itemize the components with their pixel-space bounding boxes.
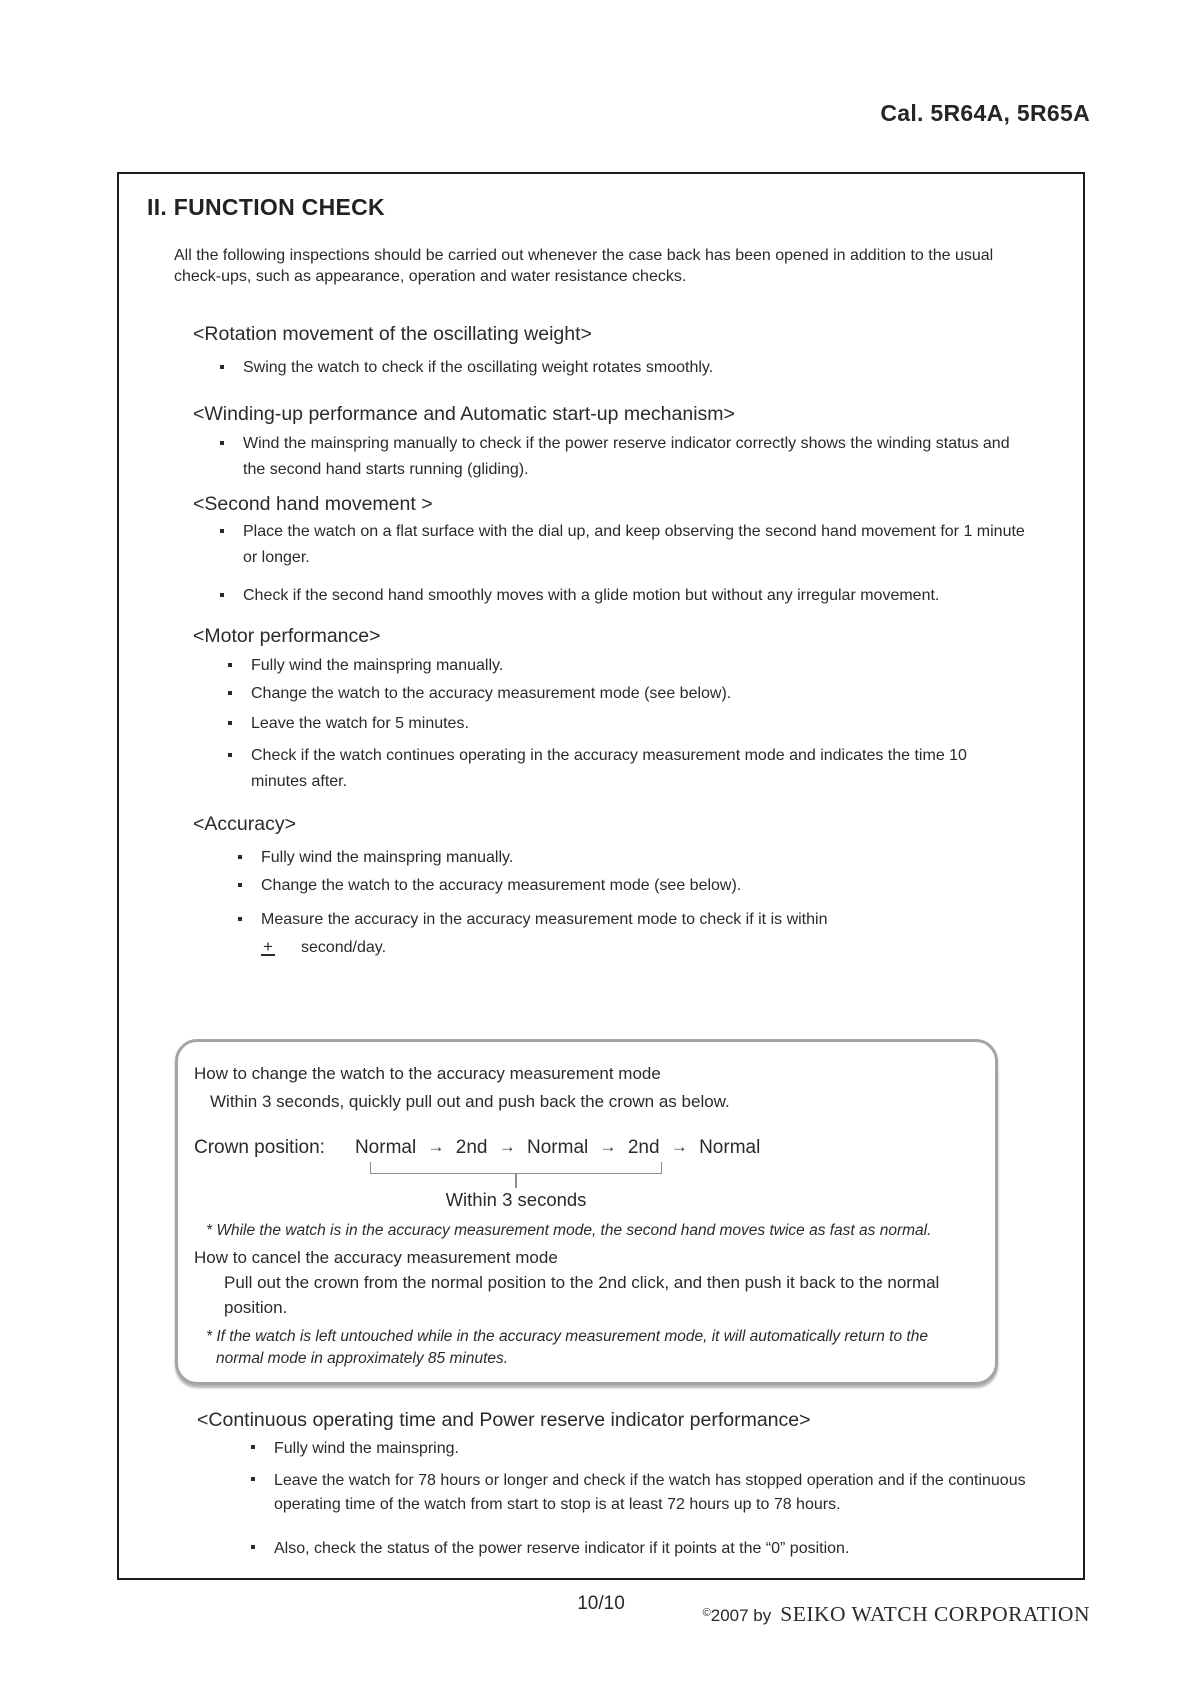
- note-auto-return: * If the watch is left untouched while in the accuracy measurement mode, it will automatically return to the normal mode in approximately 85 minutes.: [206, 1328, 928, 1367]
- bullet-text: Fully wind the mainspring manually.: [251, 657, 504, 674]
- page-frame: [117, 172, 1085, 1580]
- crown-position-row: [194, 1134, 977, 1160]
- bullet-square-icon: [238, 855, 242, 859]
- crown-sequence: [355, 1134, 766, 1160]
- right-arrow-icon: →: [427, 1137, 445, 1156]
- bullet-square-icon: [220, 441, 224, 445]
- bullet-text: Also, check the status of the power reserve indicator if it points at the “0” position.: [274, 1540, 850, 1557]
- bullet-square-icon: [251, 1545, 255, 1549]
- bullet-text: Wind the mainspring manually to check if the power reserve indicator correctly shows the winding status and the second hand starts running (gliding).: [243, 435, 1010, 478]
- crown-step: Normal: [354, 1137, 417, 1158]
- how-to-change-subtitle: Within 3 seconds, quickly pull out and push back the crown as below.: [210, 1092, 730, 1111]
- bullet-square-icon: [220, 593, 224, 597]
- copyright-icon: ©: [702, 1607, 711, 1619]
- how-to-change-title: How to change the watch to the accuracy measurement mode: [194, 1064, 661, 1083]
- section-heading-winding: <Winding-up performance and Automatic start-up mechanism>: [193, 403, 735, 425]
- bullet-item: [228, 711, 1083, 737]
- copyright-notice: [703, 1602, 1090, 1627]
- intro-paragraph: All the following inspections should be carried out whenever the case back has been opened in addition to the usual check-ups, such as appearance, operation and water resistance checks.: [174, 247, 994, 285]
- crown-step: Normal: [699, 1137, 761, 1158]
- bullet-square-icon: [238, 917, 242, 921]
- bullet-square-icon: [220, 365, 224, 369]
- copyright-year: ©2007 by: [702, 1606, 772, 1625]
- bracket-label: Within 3 seconds: [445, 1189, 587, 1210]
- bullet-item: [220, 431, 1083, 483]
- section-heading-continuous: <Continuous operating time and Power reserve indicator performance>: [197, 1409, 811, 1431]
- bullet-text: Change the watch to the accuracy measurement mode (see below).: [251, 685, 732, 702]
- bullet-text: Fully wind the mainspring.: [274, 1440, 459, 1457]
- footer-page-number: 10/10: [577, 1593, 625, 1614]
- bullet-square-icon: [228, 663, 232, 667]
- bullet-text: Leave the watch for 78 hours or longer and check if the watch has stopped operation and if the continuous operating time of the watch from start to stop is at least 72 hours up to 78 hours.: [274, 1472, 1026, 1513]
- how-to-cancel-title: How to cancel the accuracy measurement mode: [194, 1248, 558, 1267]
- crown-step: 2nd: [455, 1137, 488, 1158]
- bullet-square-icon: [251, 1477, 255, 1481]
- bullet-text: Change the watch to the accuracy measurement mode (see below).: [261, 877, 742, 894]
- bullet-item: [238, 907, 1083, 961]
- bullet-text: Place the watch on a flat surface with the dial up, and keep observing the second hand movement for 1 minute or longer.: [243, 523, 1025, 566]
- timing-bracket-group: [370, 1162, 662, 1212]
- bullet-square-icon: [228, 753, 232, 757]
- bullet-square-icon: [228, 721, 232, 725]
- bullet-square-icon: [238, 883, 242, 887]
- bullet-item: [220, 583, 1083, 609]
- bullet-item: [220, 519, 1083, 571]
- bullet-text: Check if the second hand smoothly moves with a glide motion but without any irregular movement.: [243, 587, 940, 604]
- bracket-tick: [515, 1174, 517, 1188]
- bullet-square-icon: [220, 529, 224, 533]
- bullet-square-icon: [251, 1445, 255, 1449]
- section-heading-accuracy: <Accuracy>: [193, 813, 296, 835]
- section-heading-second-hand: <Second hand movement >: [193, 493, 433, 515]
- bullet-text: Check if the watch continues operating in the accuracy measurement mode and indicates the time 10 minutes after.: [251, 747, 967, 790]
- right-arrow-icon: →: [498, 1137, 516, 1156]
- bullet-item: [251, 1535, 1083, 1561]
- bullet-square-icon: [228, 691, 232, 695]
- bullet-text: Fully wind the mainspring manually.: [261, 849, 514, 866]
- right-arrow-icon: →: [670, 1137, 688, 1156]
- accuracy-mode-box: [175, 1039, 998, 1385]
- bullet-text: Measure the accuracy in the accuracy measurement mode to check if it is within + second/day.: [261, 911, 828, 956]
- bullet-item: [251, 1467, 1083, 1517]
- company-name: SEIKO WATCH CORPORATION: [780, 1602, 1090, 1626]
- caliber-header: Cal. 5R64A, 5R65A: [880, 100, 1090, 126]
- right-arrow-icon: →: [599, 1137, 617, 1156]
- bracket: [370, 1162, 662, 1174]
- bullet-text: Leave the watch for 5 minutes.: [251, 715, 469, 732]
- bullet-item: [228, 743, 1083, 795]
- note-second-hand-speed: * While the watch is in the accuracy measurement mode, the second hand moves twice as fast as normal.: [206, 1222, 932, 1239]
- bullet-item: [228, 681, 1083, 707]
- bullet-item: [228, 653, 1083, 679]
- bullet-item: [238, 845, 1083, 871]
- section-heading-motor: <Motor performance>: [193, 625, 381, 647]
- bullet-item: [238, 873, 1083, 899]
- crown-step: Normal: [527, 1137, 589, 1158]
- section-heading-rotation: <Rotation movement of the oscillating weight>: [193, 323, 592, 345]
- per-day-text: second/day.: [300, 939, 387, 956]
- plus-minus-symbol: +: [263, 937, 273, 956]
- how-to-cancel-body: Pull out the crown from the normal position to the 2nd click, and then push it back to the normal position.: [224, 1273, 940, 1317]
- page-title: II. FUNCTION CHECK: [147, 194, 385, 220]
- crown-position-label: Crown position:: [194, 1137, 325, 1158]
- crown-step: 2nd: [627, 1137, 660, 1158]
- bullet-item: [220, 355, 1083, 381]
- bullet-item: [251, 1435, 1083, 1461]
- bullet-text: Swing the watch to check if the oscillating weight rotates smoothly.: [243, 359, 714, 376]
